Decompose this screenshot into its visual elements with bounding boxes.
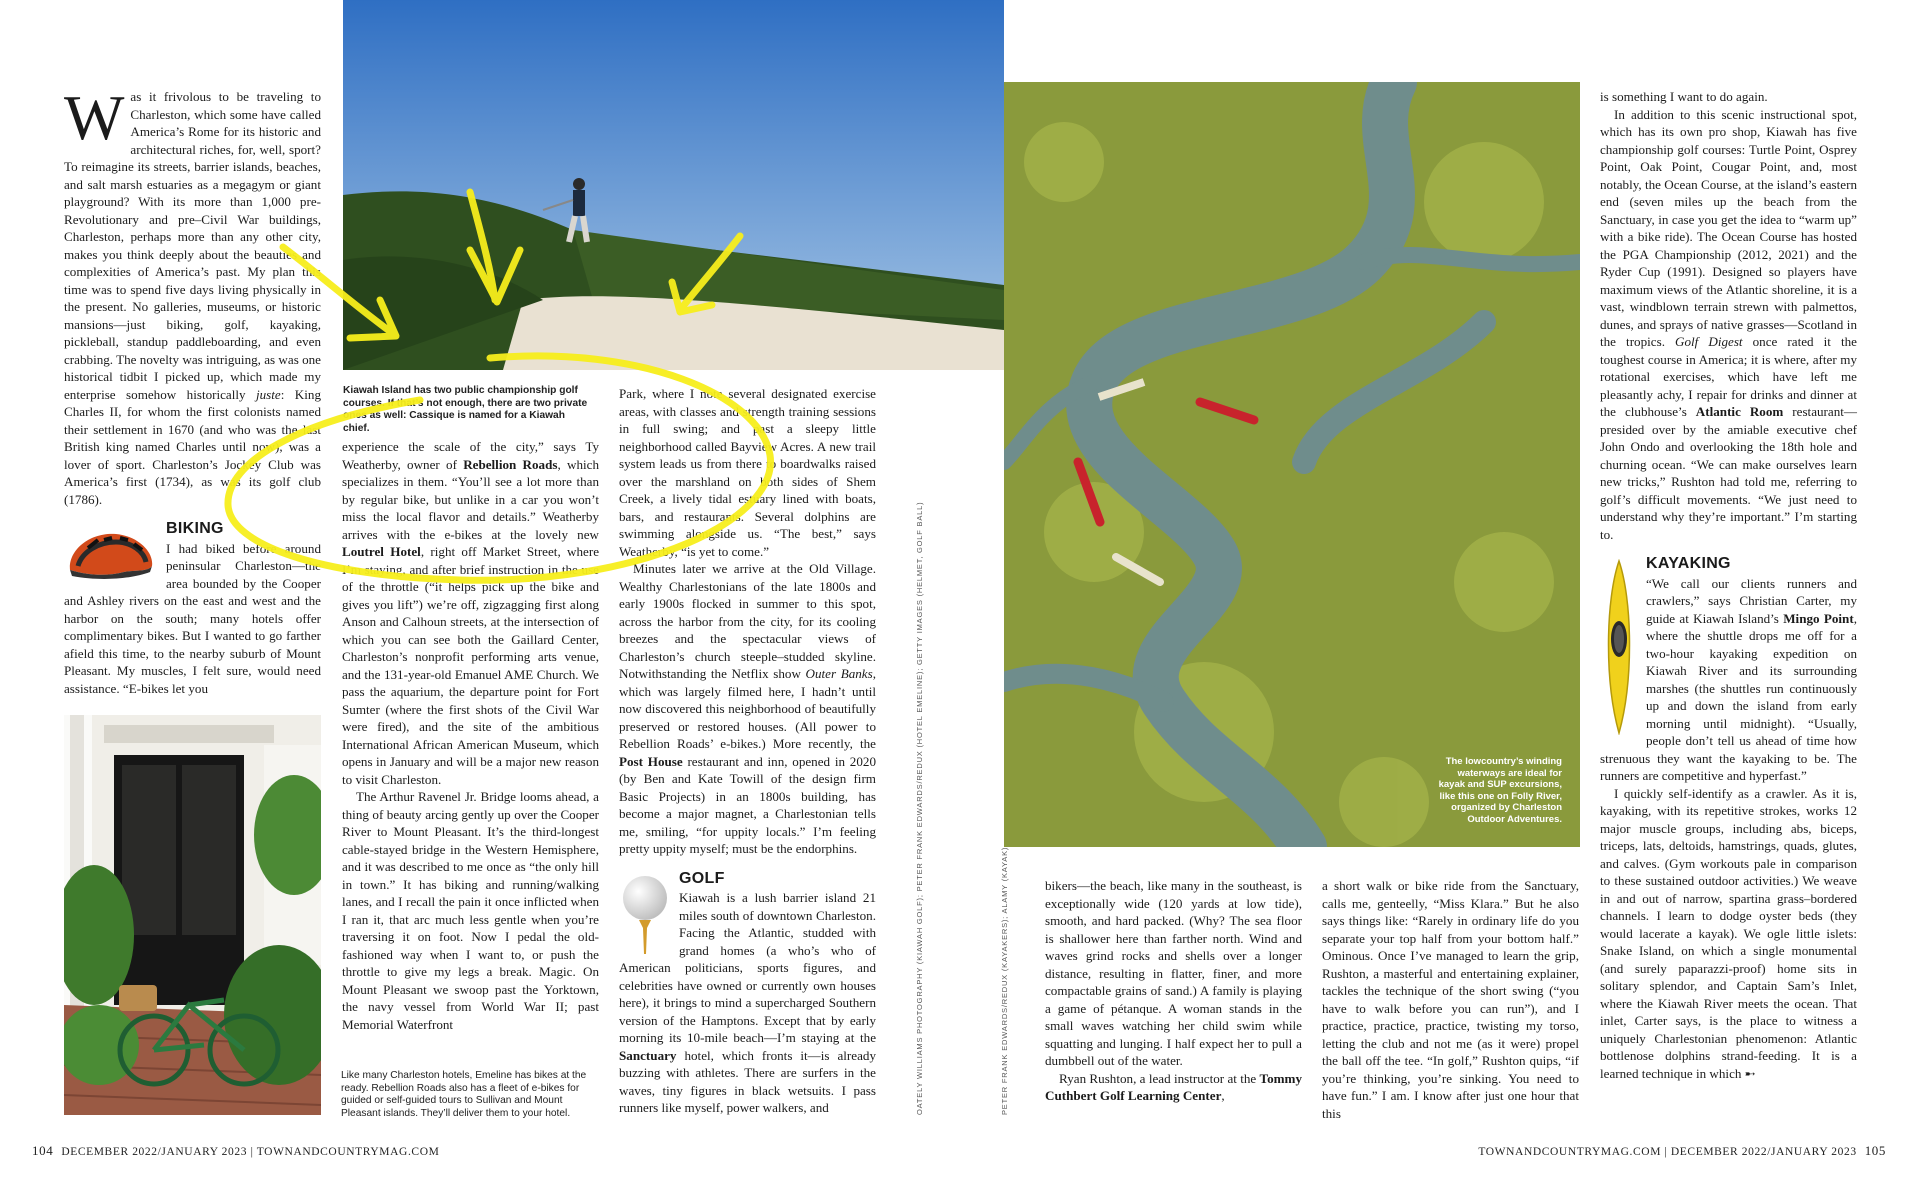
hotel-photo-caption: Like many Charleston hotels, Emeline has bikes at the ready. Rebellion Roads also has a fleet of e-bikes for guided or self-guided tours to Sullivan and Mount Pleasant islands. They’ll deliver them to your hotel. [341, 1070, 587, 1119]
golf-ball-icon [619, 874, 671, 956]
right-column-a [1045, 877, 1302, 1105]
old-village-paragraph: Minutes later we arrive at the Old Village. Wealthy Charlestonians of the late 1800s and early 1900s flocked in summer to this spot, across the harbor from the city, for its cooling breezes and the spectacular views of Charleston’s church steeple–studded skyline. Notwithstanding the Netflix show Outer Banks, which was largely filmed here, I hadn’t until now discovered this neighborhood of beautifully preserved or restored houses. (All power to Rebellion Roads’ e-bikes.) More recently, the Post House restaurant and inn, opened in 2020 (by Ben and Kate Towill of the design firm Basic Projects) in an 1800s building, has become a major magnet, a Charlestonian tells me, smiling, “for uppity locals.” I’m feeling pretty uppity myself; must be the endorphins. [619, 561, 876, 856]
arrow-continued-icon: ➸ [1744, 1065, 1756, 1081]
ocean-course-paragraph: In addition to this scenic instructional spot, which has its own pro shop, Kiawah has five championship golf courses: Turtle Point, Osprey Point, Oak Point, Cougar Point, and, most notably, the Ocean Course, at the island’s eastern end (seven miles up the beach from the Sanctuary, in case you get the idea to “warm up” with a bike ride). The Ocean Course has hosted the PGA Championship (2012, 2021) and the Ryder Cup (1991). Designed so players have maximum views of the Atlantic shoreline, it is a vast, windblown terrain strewn with palmettos, dunes, and sprays of native grasses—Scotland in the tropics. Golf Digest once rated it the toughest course in America; it is where, after my rotational exercises, which have left me pleasantly achy, I repair for drinks and dinner at the clubhouse’s Atlantic Room restaurant—presided over by the amiable executive chef John Ondo and overlooking the 18th hole and churning ocean. “We can make ourselves learn new tricks,” Rushton had told me, referring to golf’s difficult movements. “We just need to understand why they’re important.” I’m starting to. [1600, 106, 1857, 542]
park-paragraph: Park, where I note several designated exercise areas, with classes and strength training sessions in full swing; and past a sleepy little neighborhood called Bayview Acres. A new trail system leads us from there to boardwalks raised over the marshland on both sides of Shem Creek, a lively tidal estuary lined with boats, bars, and restaurants. Several dolphins are swimming alongside us. “The best,” says Weatherby, “is yet to come.” [619, 386, 876, 559]
golf-paragraph: Kiawah is a lush barrier island 21 miles south of downtown Charleston. Facing the Atlantic, studded with grand homes (a who’s who of American politicians, sports figures, and celebrities have owned or currently own houses here), it brings to mind a supercharged Southern version of the Hamptons. Except that by early morning its 10-mile beach—I’m staying at the Sanctuary hotel, which fronts it—is already buzzing with athletes. There are surfers in the waves, tiny figures in black wetsuits. I pass runners like myself, power walkers, and [619, 890, 876, 1115]
beach-paragraph: bikers—the beach, like many in the southeast, is exceptionally wide (120 yards at low tide), smooth, and hard packed. (Why? The sea floor is shallower here than farther north. Wind and waves grind rocks and shells over a longer distance, resulting in flatter, finer, and more compactable grains of sand.) A family is playing a game of pétanque. A woman stands in the small waves watching her child swim while squatting and lunging. I half expect her to pull a dumbbell out of the water. [1045, 878, 1302, 1068]
biking-paragraph: I had biked before around peninsular Charleston—the area bounded by the Cooper and Ashley rivers on the east and west and the harbor on the south; many hotels offer complimentary bikes. But I wanted to go farther afield this time, to the nearby suburb of Mount Pleasant. My muscles, I felt sure, would need assistance. “E-bikes let you [64, 540, 321, 696]
golf-photo-caption: Kiawah Island has two public championship golf courses. If that’s not enough, there are two private ones as well: Cassique is named for a Kiawah chief. [343, 385, 588, 434]
kiawah-golf-photo [343, 0, 1004, 370]
biking-section [64, 520, 321, 697]
golf-section [619, 870, 876, 1117]
again-line: is something I want to do again. [1600, 89, 1768, 104]
right-folio: TOWNANDCOUNTRYMAG.COM | DECEMBER 2022/JANUARY 2023 105 [1478, 1143, 1886, 1158]
middle-column [342, 438, 599, 1033]
left-photo-credit: OATELY WILLIAMS PHOTOGRAPHY (KIAWAH GOLF); PETER FRANK EDWARDS/REDUX (HOTEL EMELINE); GETTY IMAGES (HELMET, GOLF BALL) [915, 501, 924, 1115]
right-column-b [1322, 877, 1579, 1122]
kayaking-paragraph-1: “We call our clients runners and crawlers,” says Christian Carter, my guide at Kiawah Island’s Mingo Point, where the shuttle drops me off for a two-hour kayaking expedition on Kiawah River and its surrounding marshes (the shuttles run continuously up and down the island from early morning until midnight). “Usually, people don’t tell us ahead of time how strenuous they want the kayaking to be. The runners are competitive and hyperfast.” [1600, 575, 1857, 783]
left-right-column [619, 385, 876, 1117]
biking-heading: BIKING [166, 520, 224, 537]
golf-heading: GOLF [679, 869, 725, 887]
left-page-number: 104 [32, 1143, 54, 1158]
bike-helmet-icon [64, 526, 158, 584]
kayaking-paragraph-2: I quickly self-identify as a crawler. As it is, kayaking, with its repetitive strokes, works 12 major muscle groups, including abs, biceps, triceps, lats, deltoids, hamstrings, quads, glutes, and calves. (Gym workouts pale in comparison to these sustained outdoor activities.) We weave in and out of narrow, spartina grass–bordered channels. I learn to dodge oyster beds (they would lacerate a kayak). We ogle little islets: Snake Island, on which a single monumental (and surely paparazzi-proof) home sits in solitary splendor, and Captain Sam’s Inlet, where the Kiawah River meets the ocean. That inlet, Carter says, is the place to witness a uniquely Charlestonian phenomenon: Atlantic bottlenose dolphins strand-feeding. It is a learned technique in which ➸ [1600, 785, 1857, 1081]
middle-paragraph-2: The Arthur Ravenel Jr. Bridge looms ahead, a thing of beauty arcing gently up over the Cooper River to Mount Pleasant. It’s the third-longest cable-stayed bridge in the Western Hemisphere, and it was described to me once as “the only hill in town.” It has biking and running/walking lanes, and I recall the pain it once inflicted when I ran it, that arc much less gentle when you’re traversing it on foot. Now I pedal the old-fashioned way when I want to, or push the throttle to give my legs a break. Magic. On Mount Pleasant we swoop past the Yorktown, the navy vessel from World War II; past Memorial Waterfront [342, 789, 599, 1032]
right-photo-credit: PETER FRANK EDWARDS/REDUX (KAYAKERS); ALAMY (KAYAK) [1000, 846, 1009, 1115]
middle-paragraph-1: experience the scale of the city,” says Ty Weatherby, owner of Rebellion Roads, which specializes in them. “You’ll see a lot more than by regular bike, but unlike in a car you won’t miss the local flavor and details.” Weatherby arrives with the e-bikes at the lovely new Loutrel Hotel, right off Market Street, where I’m staying, and after brief instruction in the use of the throttle (“it helps pick up the bike and gives you lift”) we’re off, zigzagging first along Anson and Calhoun streets, at the intersection of which you can see both the Gaillard Center, Charleston’s nonprofit performing arts venue, and the 131-year-old Emanuel AME Church. We pass the aquarium, the departure point for Fort Sumter (where the first shots of the Civil War were fired), and the site of the ambitious International African American Museum, which opens in January and will be a major new reason to visit Charleston. [342, 439, 600, 787]
kayaking-heading: KAYAKING [1646, 555, 1731, 572]
intro-column [64, 82, 321, 697]
rushton-paragraph: Ryan Rushton, a lead instructor at the Tommy Cuthbert Golf Learning Center, [1045, 1070, 1302, 1103]
kayaking-section [1600, 555, 1857, 1082]
drop-cap: W [64, 82, 125, 153]
right-column-c [1600, 88, 1857, 1082]
short-swing-paragraph: a short walk or bike ride from the Sanctuary, calls me, genteelly, “Miss Klara.” But he also says things like: “Rarely in ordinary life do you separate your top half from your bottom half.” Ominous. Once I’ve managed to learn the grip, Rushton, a masterful and entertaining explainer, tackles the technique of the short swing (“you have to walk before you can run”), and I practice, practice, practice, twisting my torso, letting the club and not me (as it were) propel the ball off the tee. “In golf,” Rushton quips, “if you’re thinking, you’re sinking. You need to have fun.” I am. I know after just one hour that this [1322, 878, 1579, 1121]
left-folio: 104 DECEMBER 2022/JANUARY 2023 | TOWNANDCOUNTRYMAG.COM [32, 1143, 440, 1158]
kayak-aerial-photo [1004, 82, 1580, 847]
kayak-photo-caption: The lowcountry’s winding waterways are ideal for kayak and SUP excursions, like this one on Folly River, organized by Charleston Outdoor Adventures. [1438, 756, 1562, 825]
kayak-icon [1600, 559, 1638, 735]
right-page-number: 105 [1864, 1143, 1886, 1158]
hotel-emeline-photo [64, 715, 321, 1115]
intro-paragraph: Was it frivolous to be traveling to Charleston, which some have called America’s Rome for its historic and architectural riches, for, well, sport? To reimagine its streets, barrier islands, beaches, and salt marsh estuaries as a megagym or giant playground? With its more than 1,000 pre-Revolutionary and pre–Civil War buildings, Charleston, perhaps more than any other city, makes you think deeply about the beauties and complexities of America’s past. My plan this time was to spend five days living physically in the present. No galleries, museums, or historic mansions—just biking, golf, kayaking, pickleball, standup paddleboarding, and even crabbing. The novelty was intriguing, as was one historical tidbit I picked up, which made my enterprise somehow historically juste: King Charles II, for whom the first colonists named their settlement in 1670 (and who was the last British king named Charles until now), was a lover of sport. Charleston’s Jockey Club was America’s first (1734), as was its golf club (1786). [64, 82, 321, 507]
